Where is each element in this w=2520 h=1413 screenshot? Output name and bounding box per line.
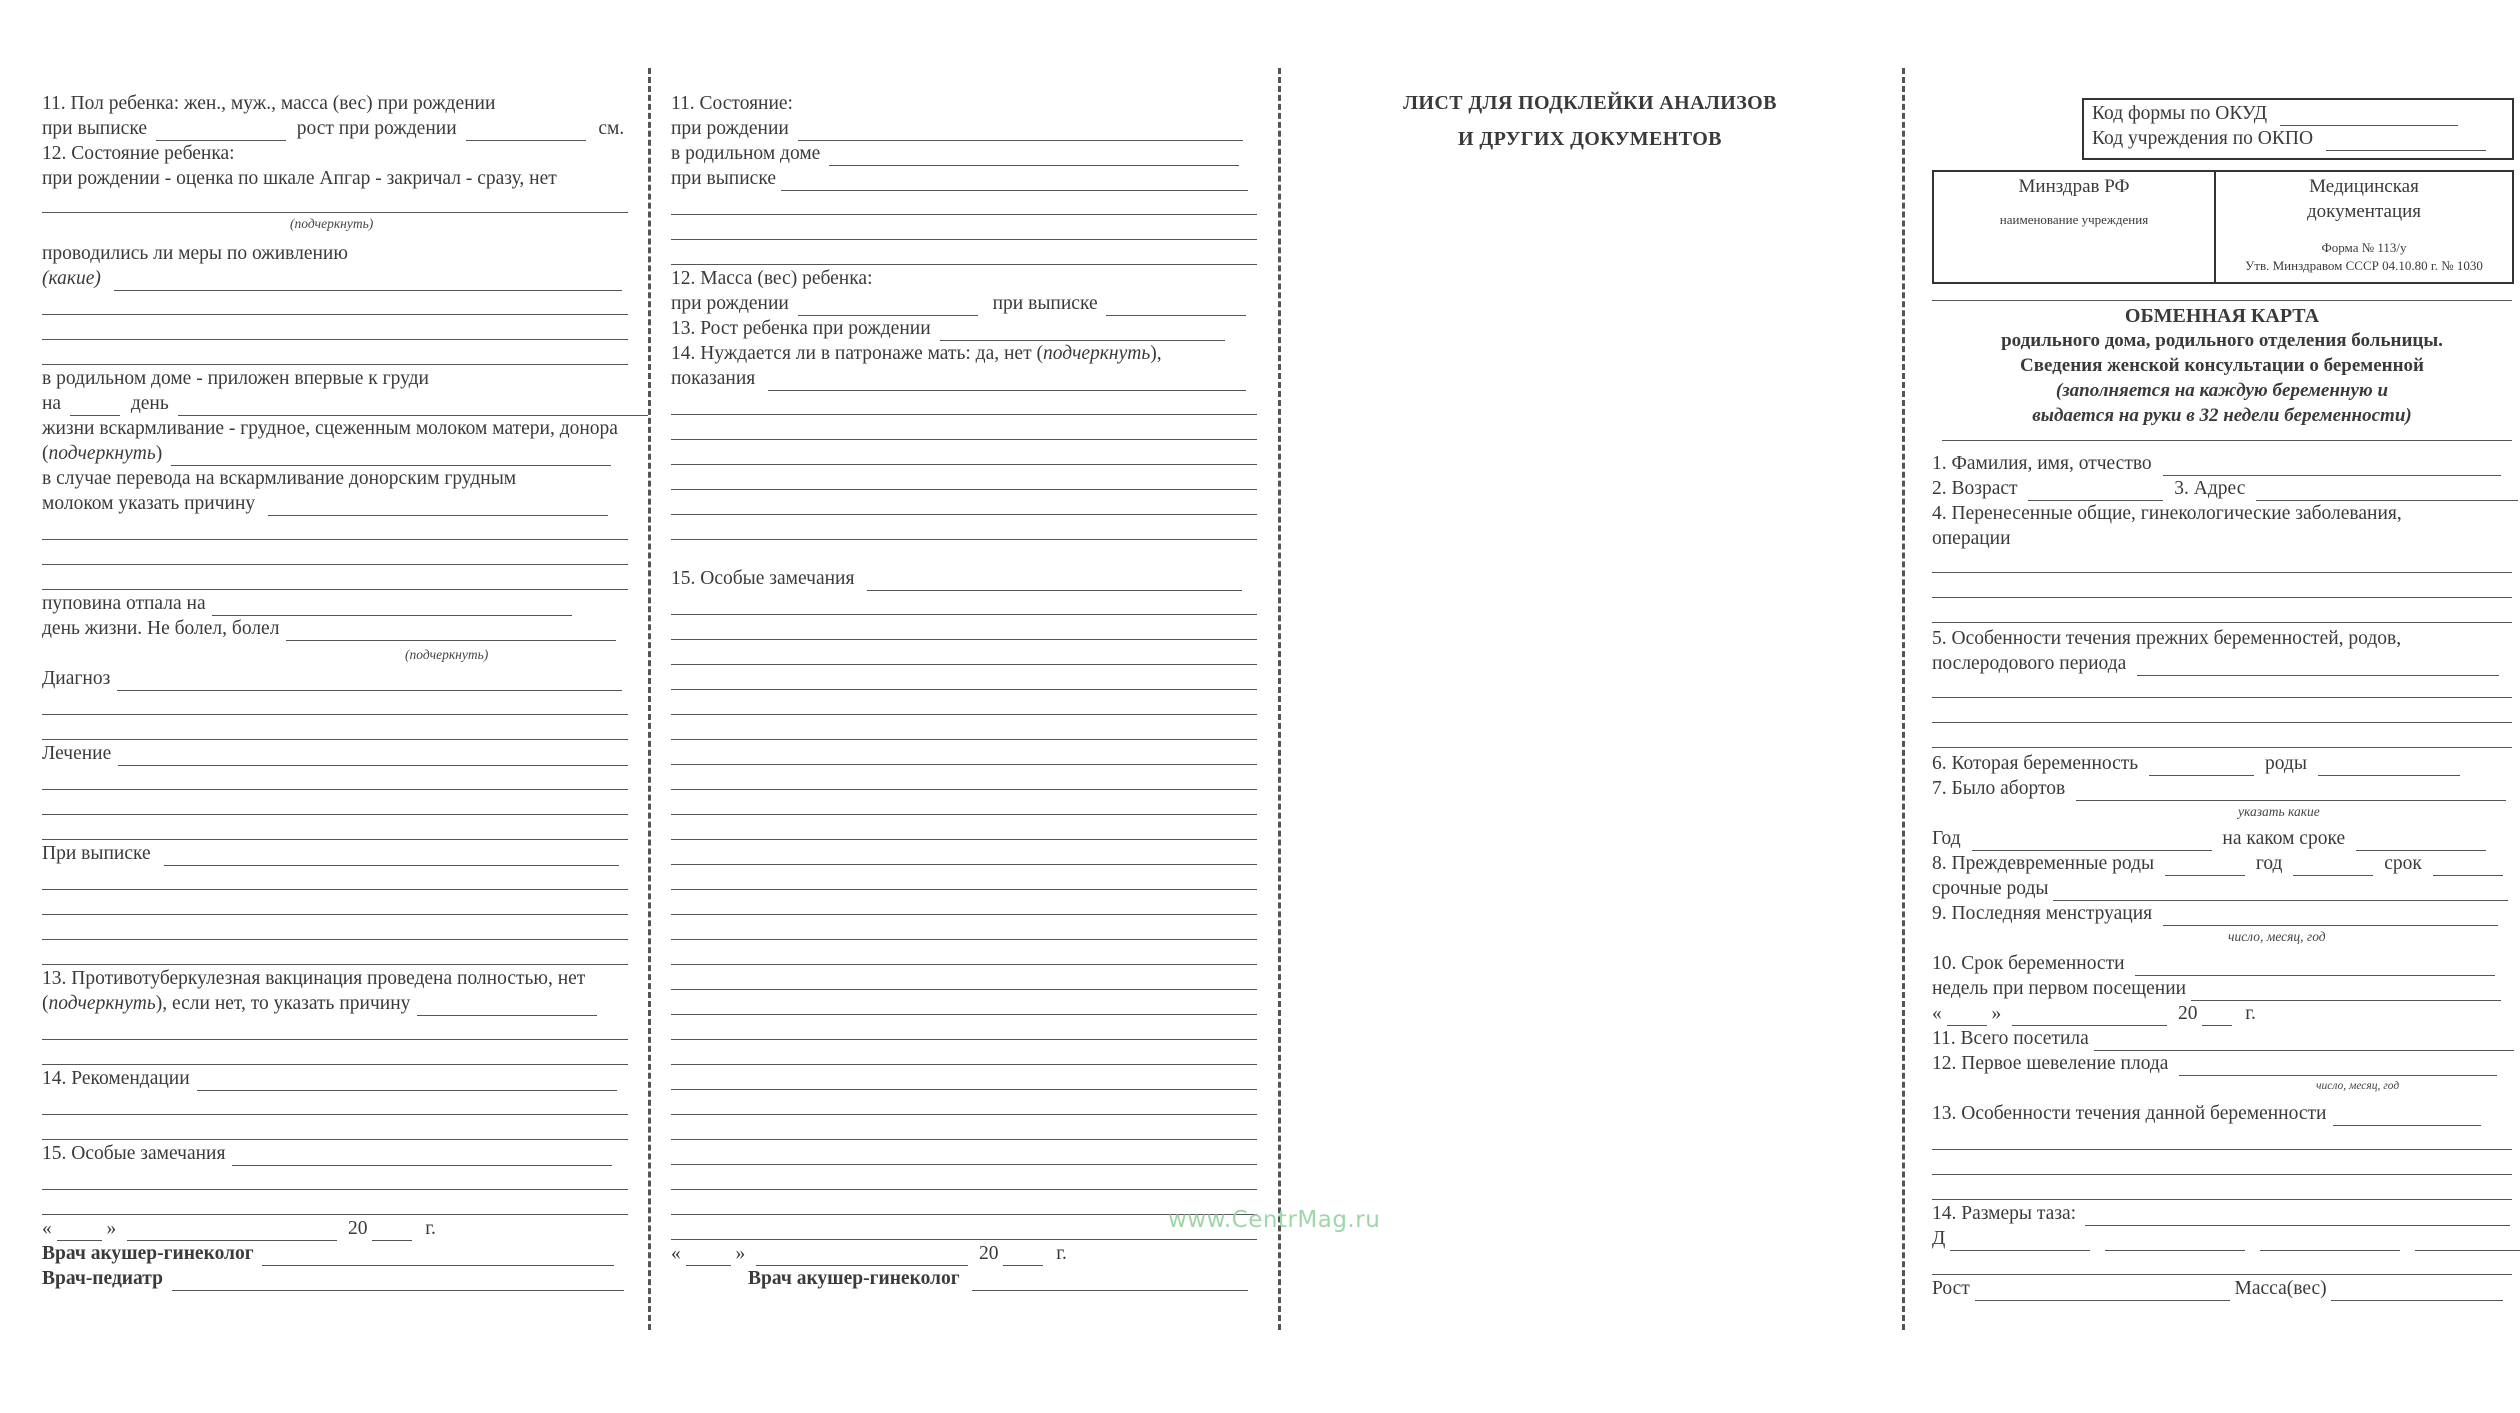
field-diagnosis-line[interactable] xyxy=(117,668,622,691)
field-at-birth-label: при рождении xyxy=(671,118,789,139)
blank-line[interactable] xyxy=(671,1239,1257,1240)
date-row xyxy=(1932,1002,2256,1028)
blank-line[interactable] xyxy=(671,1014,1257,1015)
exchange-card-note-1: (заполняется на каждую беременную и xyxy=(2055,380,2389,401)
field-underline-hint: подчеркнуть xyxy=(48,993,156,1014)
blank-line[interactable] xyxy=(42,964,628,965)
note-underline: (подчеркнуть) xyxy=(405,647,489,662)
field-weight-line[interactable] xyxy=(2331,1278,2503,1301)
note-specify: указать какие xyxy=(2238,804,2320,819)
date-year-suffix: г. xyxy=(2245,1003,2256,1024)
blank-line[interactable] xyxy=(671,414,1257,415)
blank-line[interactable] xyxy=(671,1189,1257,1190)
field-special-notes-label: 15. Особые замечания xyxy=(671,568,855,589)
field-last-menstruation-line[interactable] xyxy=(2163,903,2498,926)
field-premature-term-label: срок xyxy=(2384,853,2422,874)
ministry-label: Минздрав РФ xyxy=(2018,176,2130,197)
field-umbilical-line[interactable] xyxy=(212,593,572,616)
attachments-title-line2: И ДРУГИХ ДОКУМЕНТОВ xyxy=(1458,128,1722,150)
blank-line[interactable] xyxy=(671,814,1257,815)
blank-line[interactable] xyxy=(671,539,1257,540)
field-patronage-label: 14. Нуждается ли в патронаже мать: да, нет ( xyxy=(671,343,1043,364)
field-diseases-label: 4. Перенесенные общие, гинекологические заболевания, xyxy=(1932,503,2402,524)
field-weight-label: Масса(вес) xyxy=(2234,1278,2327,1299)
field-feeding-line[interactable] xyxy=(171,443,611,466)
field-pelvis-line[interactable] xyxy=(2085,1203,2510,1226)
blank-line[interactable] xyxy=(42,714,628,715)
field-pelvis-d1-line[interactable] xyxy=(1950,1228,2090,1251)
field-which-line[interactable] xyxy=(114,268,622,291)
field-resuscitation-label: проводились ли меры по оживлению xyxy=(42,243,348,264)
blank-line[interactable] xyxy=(1932,747,2512,748)
blank-line[interactable] xyxy=(1932,572,2512,573)
field-first-feeding-label: в родильном доме - приложен впервые к груди xyxy=(42,368,429,389)
date-row xyxy=(671,1242,1067,1268)
date-row xyxy=(42,1217,436,1243)
okpo-label: Код учреждения по ОКПО xyxy=(2092,128,2314,149)
signature-obstetrician-line[interactable] xyxy=(262,1243,614,1266)
blank-line[interactable] xyxy=(42,564,628,565)
blank-line[interactable] xyxy=(42,889,628,890)
blank-line[interactable] xyxy=(671,464,1257,465)
blank-line[interactable] xyxy=(42,1214,628,1215)
field-address-line[interactable] xyxy=(2256,478,2518,501)
field-day-label: день xyxy=(130,393,169,414)
field-donor-feeding-label: в случае перевода на вскармливание донорским грудным xyxy=(42,468,517,489)
paren-close: ) xyxy=(155,443,163,464)
field-underline-hint: подчеркнуть xyxy=(48,443,156,464)
okud-label: Код формы по ОКУД xyxy=(2092,103,2268,124)
field-recommendations-line[interactable] xyxy=(197,1068,617,1091)
field-term-births-label: срочные роды xyxy=(1932,878,2049,899)
field-recommendations-label: 14. Рекомендации xyxy=(42,1068,190,1089)
blank-line[interactable] xyxy=(1932,697,2512,698)
date-year-prefix: 20 xyxy=(2178,1003,2198,1024)
form-number: Форма № 113/у xyxy=(2321,240,2407,255)
institution-name-hint: наименование учреждения xyxy=(1999,212,2149,227)
blank-line[interactable] xyxy=(42,212,628,213)
approval-text: Утв. Минздравом СССР 04.10.80 г. № 1030 xyxy=(2245,258,2483,273)
field-apgar-label: при рождении - оценка по шкале Апгар - закричал - сразу, нет xyxy=(42,168,557,189)
blank-line[interactable] xyxy=(1932,597,2512,598)
blank-line[interactable] xyxy=(42,1064,628,1065)
field-on-label: на xyxy=(42,393,62,414)
paren-close: ), xyxy=(1150,343,1162,364)
blank-line[interactable] xyxy=(42,339,628,340)
section-mass-label: 12. Масса (вес) ребенка: xyxy=(671,268,873,289)
field-pelvis-d2-line[interactable] xyxy=(2105,1228,2245,1251)
blank-line[interactable] xyxy=(1932,1199,2512,1200)
blank-line[interactable] xyxy=(42,1189,628,1190)
date-month-line[interactable] xyxy=(2012,1003,2167,1026)
blank-line[interactable] xyxy=(671,614,1257,615)
signature-obstetrician-label: Врач акушер-гинеколог xyxy=(42,1243,254,1264)
field-births-label: роды xyxy=(2264,753,2307,774)
blank-line[interactable] xyxy=(42,1114,628,1115)
blank-line[interactable] xyxy=(42,1039,628,1040)
field-discharge-label: при выписке xyxy=(42,118,147,139)
field-indications-label: показания xyxy=(671,368,756,389)
field-at-discharge-line[interactable] xyxy=(164,843,619,866)
blank-line[interactable] xyxy=(42,839,628,840)
note-underline: (подчеркнуть) xyxy=(290,216,374,231)
fold-line-1 xyxy=(648,68,651,1330)
field-premature-line[interactable] xyxy=(2165,853,2245,876)
field-day-line[interactable] xyxy=(70,393,120,416)
blank-line[interactable] xyxy=(671,439,1257,440)
blank-line[interactable] xyxy=(42,1139,628,1140)
blank-line[interactable] xyxy=(1932,1174,2512,1175)
blank-line[interactable] xyxy=(42,589,628,590)
date-year-line[interactable] xyxy=(372,1218,412,1241)
section-child-state-label: 12. Состояние ребенка: xyxy=(42,143,235,164)
field-underline-hint: подчеркнуть xyxy=(1042,343,1151,364)
field-indications-line[interactable] xyxy=(768,368,1246,391)
field-mass-discharge-label: при выписке xyxy=(992,293,1098,314)
blank-line[interactable] xyxy=(671,764,1257,765)
field-operations-label: операции xyxy=(1932,528,2011,549)
blank-line[interactable] xyxy=(42,789,628,790)
watermark: www.CentrMag.ru xyxy=(1168,1207,1381,1233)
date-month-line[interactable] xyxy=(756,1243,968,1266)
field-vaccination-reason-line[interactable] xyxy=(417,993,597,1016)
field-diagnosis-label: Диагноз xyxy=(42,668,111,689)
blank-line[interactable] xyxy=(671,214,1257,215)
field-height-label: Рост xyxy=(1932,1278,1970,1299)
blank-line[interactable] xyxy=(1932,1274,2512,1275)
quote-close: » xyxy=(735,1243,746,1264)
field-at-birth-line[interactable] xyxy=(798,118,1243,141)
field-sex-mass-label: 11. Пол ребенка: жен., муж., масса (вес) при рождении xyxy=(42,93,496,114)
field-feeding-type-label: жизни вскармливание - грудное, сцеженным молоком матери, донора xyxy=(42,418,618,439)
field-pregnancy-number-label: 6. Которая беременность xyxy=(1932,753,2139,774)
quote-open: « xyxy=(671,1243,681,1264)
field-fullname-label: 1. Фамилия, имя, отчество xyxy=(1932,453,2152,474)
blank-line[interactable] xyxy=(671,914,1257,915)
field-reason-label: молоком указать причину xyxy=(42,493,256,514)
field-total-visits-line[interactable] xyxy=(2094,1028,2514,1051)
date-year-prefix: 20 xyxy=(348,1218,368,1239)
field-total-visits-label: 11. Всего посетила xyxy=(1932,1028,2089,1049)
blank-line[interactable] xyxy=(42,314,628,315)
date-day-line[interactable] xyxy=(1947,1003,1987,1026)
field-premature-term-line[interactable] xyxy=(2433,853,2503,876)
field-gestation-line[interactable] xyxy=(2135,953,2495,976)
blank-line[interactable] xyxy=(671,1139,1257,1140)
field-quickening-line[interactable] xyxy=(2179,1053,2497,1076)
field-current-pregnancy-label: 13. Особенности течения данной беременности xyxy=(1932,1103,2327,1124)
field-first-visit-label: недель при первом посещении xyxy=(1932,978,2187,999)
blank-line[interactable] xyxy=(42,814,628,815)
date-year-suffix: г. xyxy=(425,1218,436,1239)
note-date: число, месяц, год xyxy=(2228,929,2326,944)
blank-line[interactable] xyxy=(1932,1149,2512,1150)
field-current-pregnancy-line[interactable] xyxy=(2333,1103,2481,1126)
field-gestation-label: 10. Срок беременности xyxy=(1932,953,2125,974)
field-which-label: (какие) xyxy=(42,268,101,289)
signature-pediatrician-label: Врач-педиатр xyxy=(42,1268,163,1289)
field-mass-birth-line[interactable] xyxy=(798,293,978,316)
separator-line xyxy=(1942,440,2512,441)
field-birth-height-label: рост при рождении xyxy=(296,118,457,139)
attachments-title-line1: ЛИСТ ДЛЯ ПОДКЛЕЙКИ АНАЛИЗОВ xyxy=(1403,92,1777,114)
meddoc-label-1: Медицинская xyxy=(2309,176,2419,197)
field-first-visit-line[interactable] xyxy=(2191,978,2501,1001)
exchange-card-note-2: выдается на руки в 32 недели беременности) xyxy=(2032,405,2412,426)
field-mass-discharge-line[interactable] xyxy=(1106,293,1246,316)
field-height-line[interactable] xyxy=(1975,1278,2230,1301)
paren-open: ( xyxy=(42,443,49,464)
field-at-discharge-label: при выписке xyxy=(671,168,776,189)
field-postpartum-label: послеродового периода xyxy=(1932,653,2127,674)
blank-line[interactable] xyxy=(42,739,628,740)
field-at-discharge-label: При выписке xyxy=(42,843,151,864)
blank-line[interactable] xyxy=(671,964,1257,965)
field-illness-line[interactable] xyxy=(286,618,616,641)
date-year-prefix: 20 xyxy=(979,1243,999,1264)
field-reason-line[interactable] xyxy=(268,493,608,516)
field-special-notes-label: 15. Особые замечания xyxy=(42,1143,226,1164)
field-pelvis-d3-line[interactable] xyxy=(2260,1228,2400,1251)
blank-line[interactable] xyxy=(42,914,628,915)
blank-line[interactable] xyxy=(671,839,1257,840)
blank-line[interactable] xyxy=(1932,722,2512,723)
blank-line[interactable] xyxy=(671,1114,1257,1115)
field-pelvis-d-label: Д xyxy=(1932,1228,1946,1249)
field-birth-height-label: 13. Рост ребенка при рождении xyxy=(671,318,931,339)
note-date: число, месяц, год xyxy=(2316,1080,2400,1092)
blank-line[interactable] xyxy=(671,989,1257,990)
field-abortions-line[interactable] xyxy=(2076,778,2506,801)
blank-line[interactable] xyxy=(42,364,628,365)
date-year-suffix: г. xyxy=(1056,1243,1067,1264)
quote-close: » xyxy=(1991,1003,2002,1024)
field-last-menstruation-label: 9. Последняя менструация xyxy=(1932,903,2153,924)
field-births-line[interactable] xyxy=(2318,753,2460,776)
field-special-notes-line[interactable] xyxy=(232,1143,612,1166)
signature-pediatrician-line[interactable] xyxy=(172,1268,624,1291)
field-quickening-label: 12. Первое шевеление плода xyxy=(1932,1053,2169,1074)
section-condition-label: 11. Состояние: xyxy=(671,93,793,114)
field-pelvis-label: 14. Размеры таза: xyxy=(1932,1203,2077,1224)
blank-line[interactable] xyxy=(671,514,1257,515)
blank-line[interactable] xyxy=(1932,622,2512,623)
blank-line[interactable] xyxy=(671,689,1257,690)
blank-line[interactable] xyxy=(671,239,1257,240)
field-premature-label: 8. Преждевременные роды xyxy=(1932,853,2155,874)
field-vaccination-reason-label: ), если нет, то указать причину xyxy=(155,993,411,1014)
field-address-label: 3. Адрес xyxy=(2174,478,2246,499)
date-day-line[interactable] xyxy=(57,1218,102,1241)
date-year-line[interactable] xyxy=(1003,1243,1043,1266)
field-at-discharge-line[interactable] xyxy=(781,168,1248,191)
blank-line[interactable] xyxy=(42,539,628,540)
field-discharge-line[interactable] xyxy=(156,118,286,141)
field-umbilical-label: пуповина отпала на xyxy=(42,593,206,614)
field-day-extra-line[interactable] xyxy=(178,393,648,416)
field-age-label: 2. Возраст xyxy=(1932,478,2018,499)
fold-line-2 xyxy=(1278,68,1281,1330)
exchange-card-title: ОБМЕННАЯ КАРТА xyxy=(2124,305,2320,327)
blank-line[interactable] xyxy=(671,714,1257,715)
meddoc-label-2: документация xyxy=(2306,201,2422,222)
separator-line xyxy=(1932,300,2512,301)
exchange-card-subtitle-2: Сведения женской консультации о беременной xyxy=(2019,355,2424,376)
field-mass-birth-label: при рождении xyxy=(671,293,789,314)
blank-line[interactable] xyxy=(671,1039,1257,1040)
blank-line[interactable] xyxy=(671,1164,1257,1165)
unit-cm: см. xyxy=(598,118,625,139)
blank-line[interactable] xyxy=(671,639,1257,640)
field-maternity-label: в родильном доме xyxy=(671,143,821,164)
signature-obstetrician-label: Врач акушер-гинеколог xyxy=(748,1268,960,1289)
field-year-line[interactable] xyxy=(1972,828,2212,851)
blank-line[interactable] xyxy=(671,789,1257,790)
quote-open: « xyxy=(42,1218,52,1239)
field-prev-pregnancies-label: 5. Особенности течения прежних беременностей, родов, xyxy=(1932,628,2402,649)
blank-line[interactable] xyxy=(671,1064,1257,1065)
blank-line[interactable] xyxy=(42,939,628,940)
blank-line[interactable] xyxy=(671,889,1257,890)
field-fullname-line[interactable] xyxy=(2163,453,2501,476)
blank-line[interactable] xyxy=(671,864,1257,865)
field-term-label: на каком сроке xyxy=(2222,828,2346,849)
field-tb-vaccination-label: 13. Противотуберкулезная вакцинация проведена полностью, нет xyxy=(42,968,586,989)
field-birth-height-line[interactable] xyxy=(940,318,1225,341)
field-term-line[interactable] xyxy=(2356,828,2486,851)
blank-line[interactable] xyxy=(671,264,1257,265)
field-illness-label: день жизни. Не болел, болел xyxy=(42,618,280,639)
field-treatment-label: Лечение xyxy=(42,743,112,764)
blank-line[interactable] xyxy=(671,739,1257,740)
field-maternity-line[interactable] xyxy=(829,143,1239,166)
blank-line[interactable] xyxy=(671,489,1257,490)
field-pregnancy-number-line[interactable] xyxy=(2149,753,2254,776)
field-premature-year-label: год xyxy=(2255,853,2283,874)
exchange-card-subtitle-1: родильного дома, родильного отделения больницы. xyxy=(2001,330,2443,351)
okpo-line[interactable] xyxy=(2326,128,2486,151)
field-abortions-label: 7. Было абортов xyxy=(1932,778,2066,799)
date-day-line[interactable] xyxy=(686,1243,731,1266)
signature-obstetrician-line[interactable] xyxy=(972,1268,1248,1291)
fold-line-3 xyxy=(1902,68,1905,1330)
date-year-line[interactable] xyxy=(2202,1003,2232,1026)
okud-line[interactable] xyxy=(2280,103,2458,126)
field-treatment-line[interactable] xyxy=(118,743,628,766)
blank-line[interactable] xyxy=(671,1089,1257,1090)
field-age-line[interactable] xyxy=(2028,478,2163,501)
field-postpartum-line[interactable] xyxy=(2137,653,2499,676)
field-birth-height-line[interactable] xyxy=(466,118,586,141)
quote-close: » xyxy=(106,1218,117,1239)
field-special-notes-line[interactable] xyxy=(867,568,1242,591)
date-month-line[interactable] xyxy=(127,1218,337,1241)
blank-line[interactable] xyxy=(671,664,1257,665)
field-premature-year-line[interactable] xyxy=(2293,853,2373,876)
blank-line[interactable] xyxy=(671,939,1257,940)
field-year-label: Год xyxy=(1932,828,1961,849)
field-term-births-line[interactable] xyxy=(2053,878,2508,901)
paren-open: ( xyxy=(42,993,49,1014)
field-pelvis-d4-line[interactable] xyxy=(2415,1228,2520,1251)
quote-open: « xyxy=(1932,1003,1942,1024)
